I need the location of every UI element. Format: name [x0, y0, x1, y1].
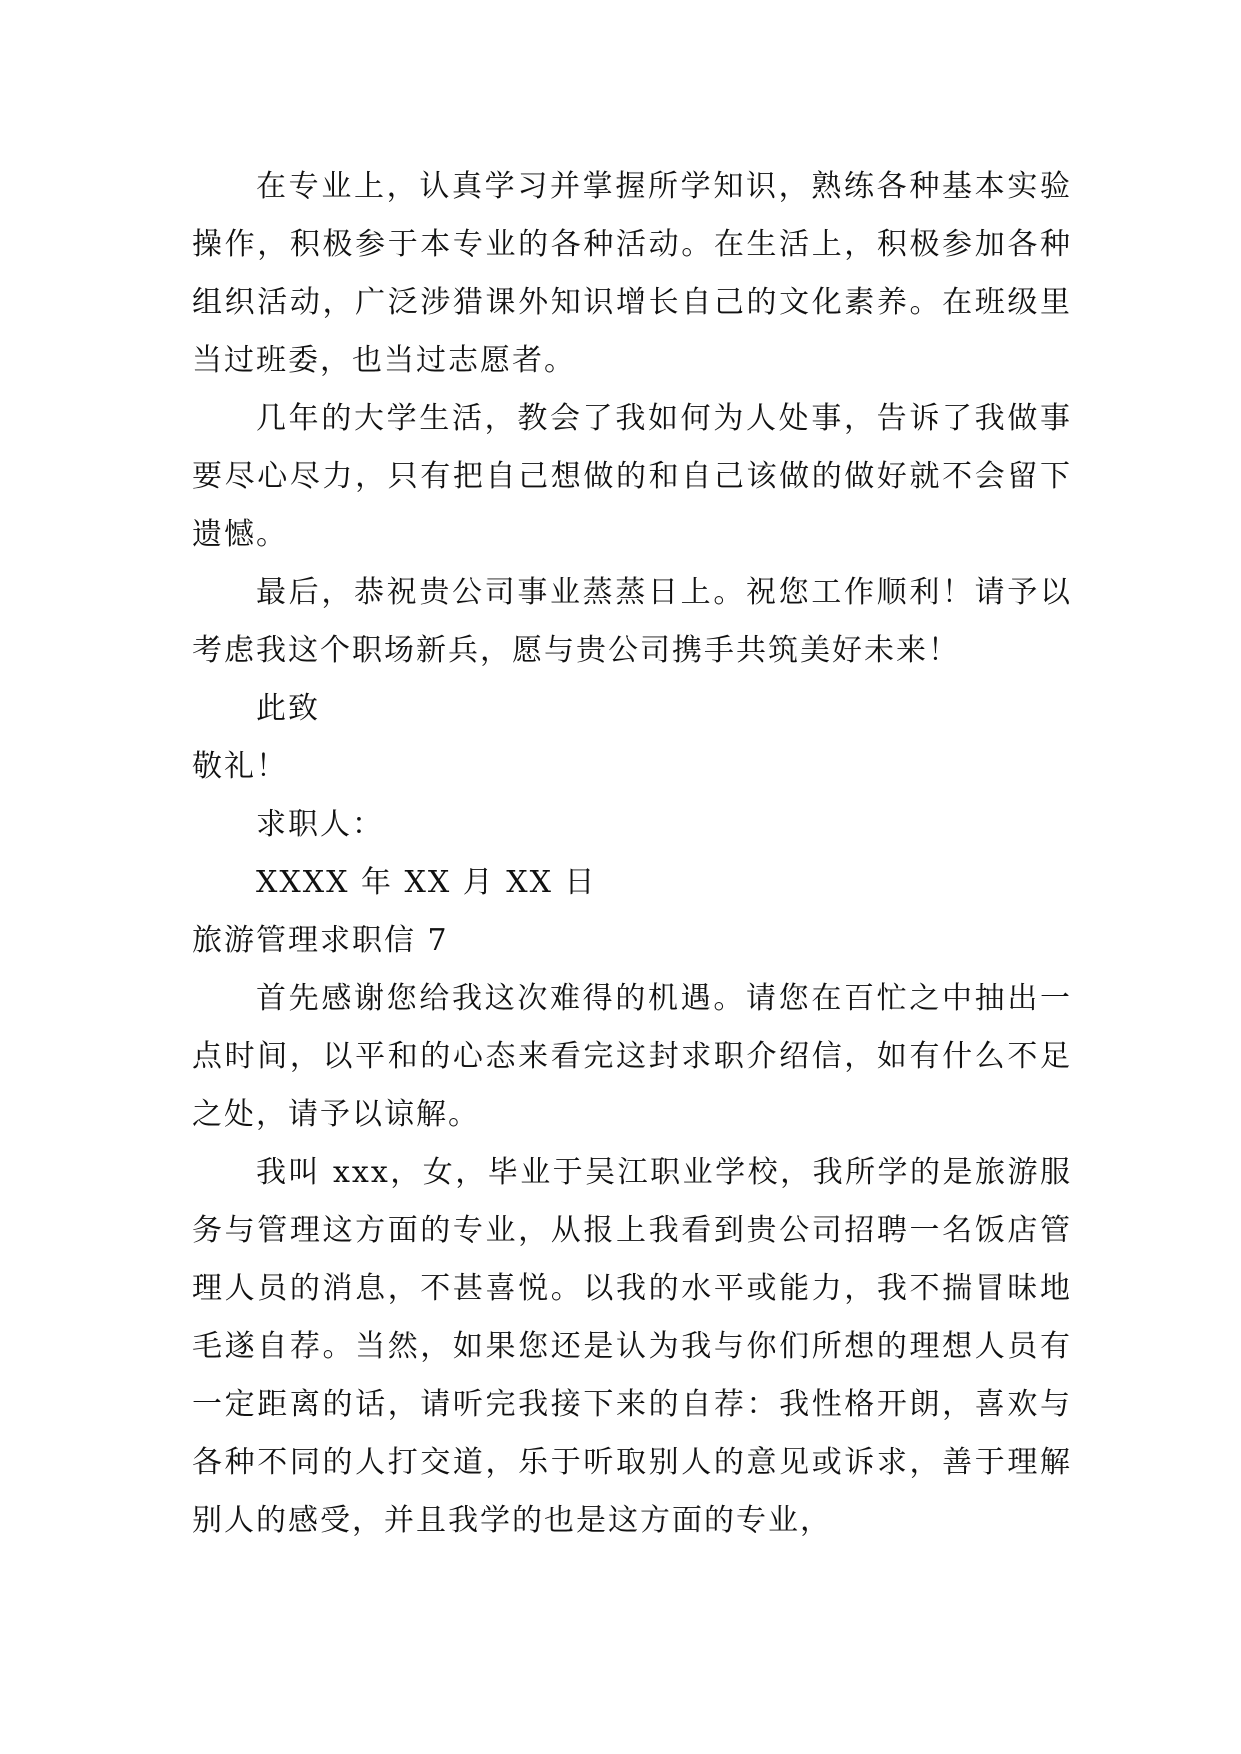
- paragraph-self-introduction: 我叫 xxx，女，毕业于吴江职业学校，我所学的是旅游服务与管理这方面的专业，从报上我看到贵公司招聘一名饭店管理人员的消息，不甚喜悦。以我的水平或能力，我不揣冒昧地毛遂自荐。当然，如果您还是认为我与你们所想的理想人员有一定距离的话，请听完我接下来的自荐：我性格开朗，喜欢与各种不同的人打交道，乐于听取别人的意见或诉求，善于理解别人的感受，并且我学的也是这方面的专业，: [192, 1155, 1072, 1538]
- paragraph-study-life: 在专业上，认真学习并掌握所学知识，熟练各种基本实验操作，积极参于本专业的各种活动。在生活上，积极参加各种组织活动，广泛涉猎课外知识增长自己的文化素养。在班级里当过班委，也当过志愿者。: [192, 169, 1072, 378]
- salutation-jingli: 敬礼！: [192, 749, 288, 784]
- paragraph-closing-wishes: 最后，恭祝贵公司事业蒸蒸日上。祝您工作顺利！请予以考虑我这个职场新兵，愿与贵公司携手共筑美好未来！: [192, 575, 1072, 668]
- salutation-cizhi: 此致: [256, 691, 320, 726]
- applicant-signature: 求职人：: [256, 807, 384, 842]
- section-heading: 旅游管理求职信 7: [192, 923, 449, 958]
- document-body: [192, 158, 1072, 1550]
- paragraph-thanks: 首先感谢您给我这次难得的机遇。请您在百忙之中抽出一点时间，以平和的心态来看完这封求职介绍信，如有什么不足之处，请予以谅解。: [192, 981, 1072, 1132]
- letter-date: XXXX 年 XX 月 XX 日: [256, 865, 597, 900]
- paragraph-university-life: 几年的大学生活，教会了我如何为人处事，告诉了我做事要尽心尽力，只有把自己想做的和自己该做的做好就不会留下遗憾。: [192, 401, 1072, 552]
